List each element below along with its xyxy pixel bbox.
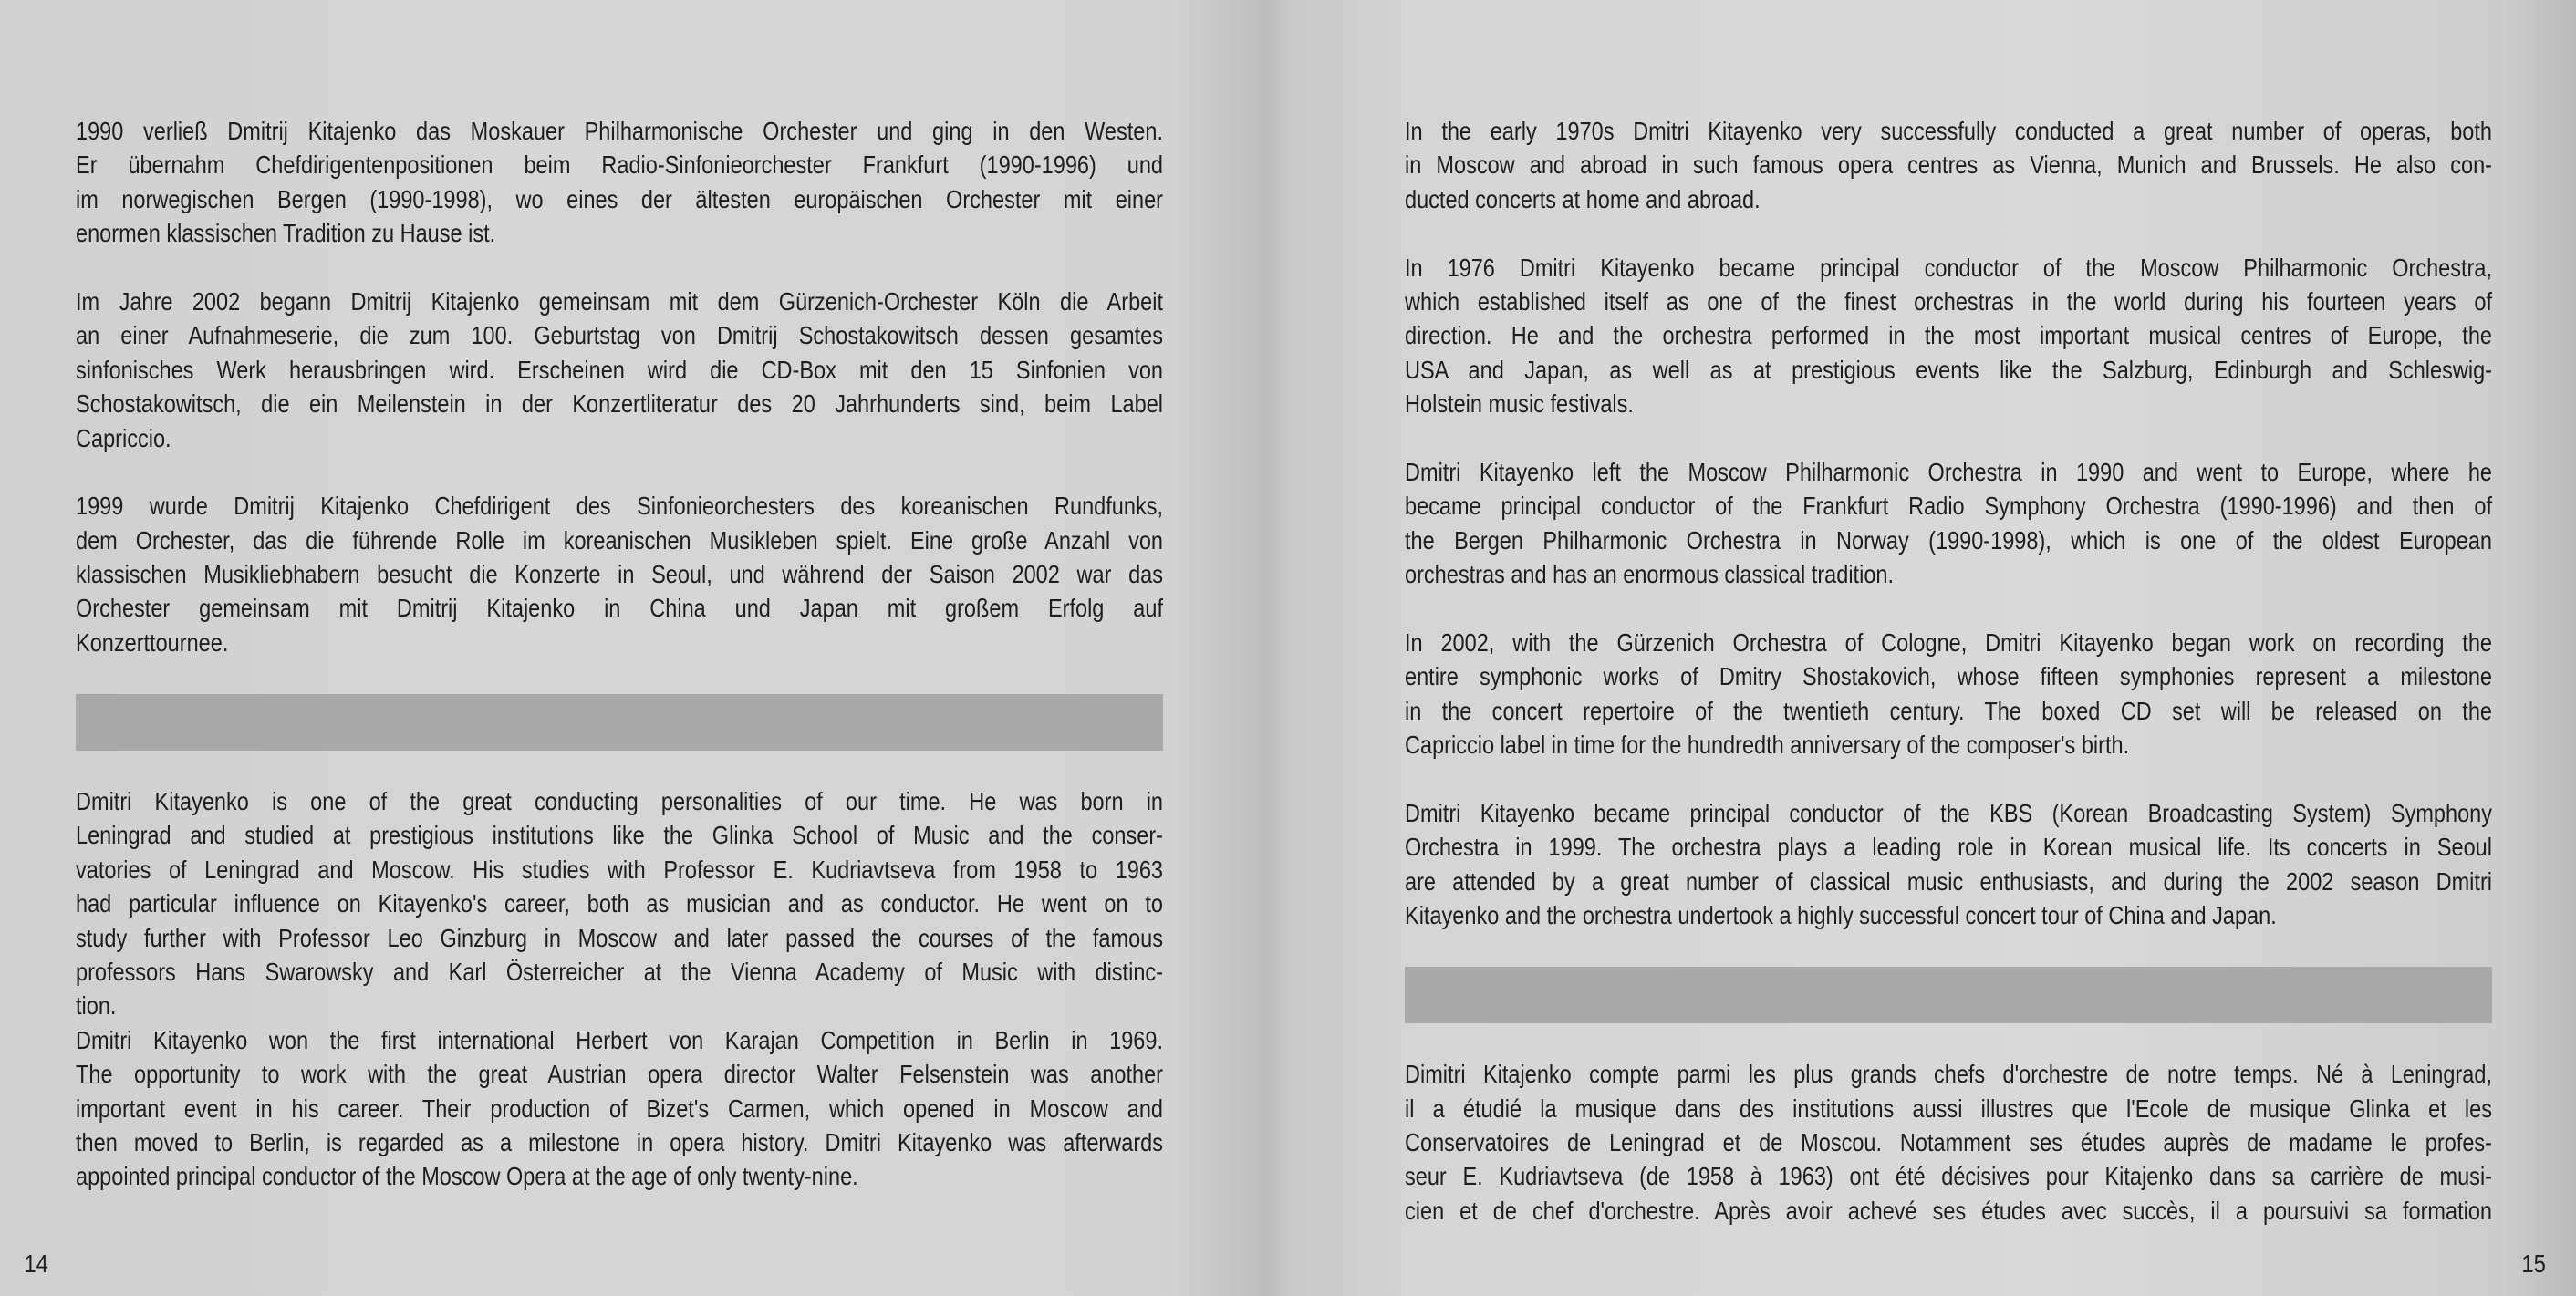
text-line: tion.	[76, 991, 117, 1021]
text-line: USA and Japan, as well as at prestigious events like the Salzburg, Edinburgh and Schleswig-	[1405, 355, 2492, 384]
text-line: ducted concerts at home and abroad.	[1405, 184, 1761, 213]
text-line: Kitayenko and the orchestra undertook a highly successful concert tour of China and Japan.	[1405, 900, 2277, 929]
text-line: the Bergen Philharmonic Orchestra in Norway (1990-1998), which is one of the oldest European	[1405, 525, 2492, 555]
text-line: The opportunity to work with the great Austrian opera director Walter Felsenstein was another	[76, 1060, 1163, 1089]
text-line: entire symphonic works of Dmitry Shostakovich, whose fifteen symphonies represent a milestone	[1405, 662, 2492, 691]
text-line: in Moscow and abroad in such famous opera centres as Vienna, Munich and Brussels. He also con-	[1405, 150, 2492, 180]
page-number: 14	[24, 1249, 48, 1278]
paragraph	[76, 489, 1163, 659]
paragraph	[1405, 114, 2492, 216]
paragraph	[76, 114, 1163, 251]
text-line: which established itself as one of the finest orchestras in the world during his fourteen years of	[1405, 286, 2492, 316]
text-line: In 2002, with the Gürzenich Orchestra of Cologne, Dmitri Kitayenko began work on recording the	[1405, 627, 2492, 657]
page-15	[1288, 0, 2576, 1296]
text-line: Capriccio label in time for the hundredth anniversary of the composer's birth.	[1405, 731, 2130, 760]
paragraph	[76, 1023, 1163, 1194]
page-number: 15	[2521, 1249, 2546, 1278]
text-line: Dmitri Kitayenko is one of the great conducting personalities of our time. He was born in	[76, 787, 1163, 816]
text-column	[1405, 114, 2492, 1262]
section-divider-bar	[76, 694, 1163, 751]
paragraph	[1405, 455, 2492, 592]
text-line: important event in his career. Their production of Bizet's Carmen, which opened in Moscow and	[76, 1094, 1163, 1123]
text-line: professors Hans Swarowsky and Karl Österreicher at the Vienna Academy of Music with distinc-	[76, 957, 1163, 986]
paragraph	[76, 285, 1163, 455]
text-line: Dmitri Kitayenko won the first international Herbert von Karajan Competition in Berlin in 1969.	[76, 1025, 1163, 1054]
text-line: sinfonisches Werk herausbringen wird. Erscheinen wird die CD-Box mit den 15 Sinfonien von	[76, 355, 1163, 384]
text-line: became principal conductor of the Frankfurt Radio Symphony Orchestra (1990-1996) and then of	[1405, 492, 2492, 521]
text-line: Dimitri Kitajenko compte parmi les plus grands chefs d'orchestre de notre temps. Né à Leningrad,	[1405, 1060, 2492, 1089]
paragraph	[1405, 251, 2492, 421]
text-line: Im Jahre 2002 begann Dmitrij Kitajenko gemeinsam mit dem Gürzenich-Orchester Köln die Arbeit	[76, 286, 1163, 316]
text-line: an einer Aufnahmeserie, die zum 100. Geburtstag von Dmitrij Schostakowitsch dessen gesamtes	[76, 321, 1163, 350]
text-line: direction. He and the orchestra performed in the most important musical centres of Europe, the	[1405, 321, 2492, 350]
text-column	[76, 114, 1163, 1228]
text-line: study further with Professor Leo Ginzburg in Moscow and later passed the courses of the famous	[76, 923, 1163, 952]
text-line: enormen klassischen Tradition zu Hause ist.	[76, 219, 496, 248]
text-line: appointed principal conductor of the Moscow Opera at the age of only twenty-nine.	[76, 1162, 858, 1191]
text-line: klassischen Musikliebhabern besucht die Konzerte in Seoul, und während der Saison 2002 war das	[76, 560, 1163, 589]
text-line: Dmitri Kitayenko became principal conductor of the KBS (Korean Broadcasting System) Symphony	[1405, 798, 2492, 827]
paragraph	[76, 784, 1163, 1023]
text-line: cien et de chef d'orchestre. Après avoir achevé ses études avec succès, il a poursuivi sa formation	[1405, 1196, 2492, 1225]
text-line: Konzerttournee.	[76, 627, 229, 657]
paragraph	[1405, 796, 2492, 933]
text-line: in the concert repertoire of the twentieth century. The boxed CD set will be released on the	[1405, 696, 2492, 725]
text-line: In the early 1970s Dmitri Kitayenko very successfully conducted a great number of operas, both	[1405, 117, 2492, 145]
text-line: orchestras and has an enormous classical tradition.	[1405, 560, 1895, 589]
text-line: Orchestra in 1999. The orchestra plays a leading role in Korean musical life. Its concerts in Seoul	[1405, 833, 2492, 862]
text-line: Conservatoires de Leningrad et de Moscou. Notamment ses études auprès de madame le profes-	[1405, 1127, 2492, 1156]
text-line: Schostakowitsch, die ein Meilenstein in der Konzertliteratur des 20 Jahrhunderts sind, beim Label	[76, 389, 1163, 419]
text-line: dem Orchester, das die führende Rolle im koreanischen Musikleben spielt. Eine große Anzahl von	[76, 525, 1163, 555]
section-divider-bar	[1405, 967, 2492, 1023]
text-line: Holstein music festivals.	[1405, 389, 1634, 419]
text-line: then moved to Berlin, is regarded as a milestone in opera history. Dmitri Kitayenko was afterwards	[76, 1127, 1163, 1156]
text-line: Dmitri Kitayenko left the Moscow Philharmonic Orchestra in 1990 and went to Europe, where he	[1405, 457, 2492, 486]
text-line: had particular influence on Kitayenko's career, both as musician and as conductor. He went on to	[76, 889, 1163, 918]
paragraph	[1405, 626, 2492, 762]
text-line: In 1976 Dmitri Kitayenko became principal conductor of the Moscow Philharmonic Orchestra,	[1405, 253, 2492, 282]
text-line: vatories of Leningrad and Moscow. His studies with Professor E. Kudriavtseva from 1958 to 1963	[76, 855, 1163, 884]
text-line: Leningrad and studied at prestigious institutions like the Glinka School of Music and the conser-	[76, 821, 1163, 850]
text-line: seur E. Kudriavtseva (de 1958 à 1963) ont été décisives pour Kitajenko dans sa carrière de musi-	[1405, 1162, 2492, 1191]
paragraph	[1405, 1057, 2492, 1228]
text-line: Capriccio.	[76, 423, 171, 452]
text-line: 1990 verließ Dmitrij Kitajenko das Moskauer Philharmonische Orchester und ging in den Westen.	[76, 117, 1163, 145]
text-line: are attended by a great number of classical music enthusiasts, and during the 2002 season Dmitri	[1405, 866, 2492, 896]
text-line: Er übernahm Chefdirigentenpositionen beim Radio-Sinfonieorchester Frankfurt (1990-1996) und	[76, 150, 1163, 180]
text-line: im norwegischen Bergen (1990-1998), wo eines der ältesten europäischen Orchester mit einer	[76, 184, 1163, 213]
text-line: il a étudié la musique dans des institutions aussi illustres que l'Ecole de musique Glinka et les	[1405, 1094, 2492, 1123]
text-line: Orchester gemeinsam mit Dmitrij Kitajenko in China und Japan mit großem Erfolg auf	[76, 594, 1163, 623]
text-line: 1999 wurde Dmitrij Kitajenko Chefdirigent des Sinfonieorchesters des koreanischen Rundfunks,	[76, 492, 1163, 521]
